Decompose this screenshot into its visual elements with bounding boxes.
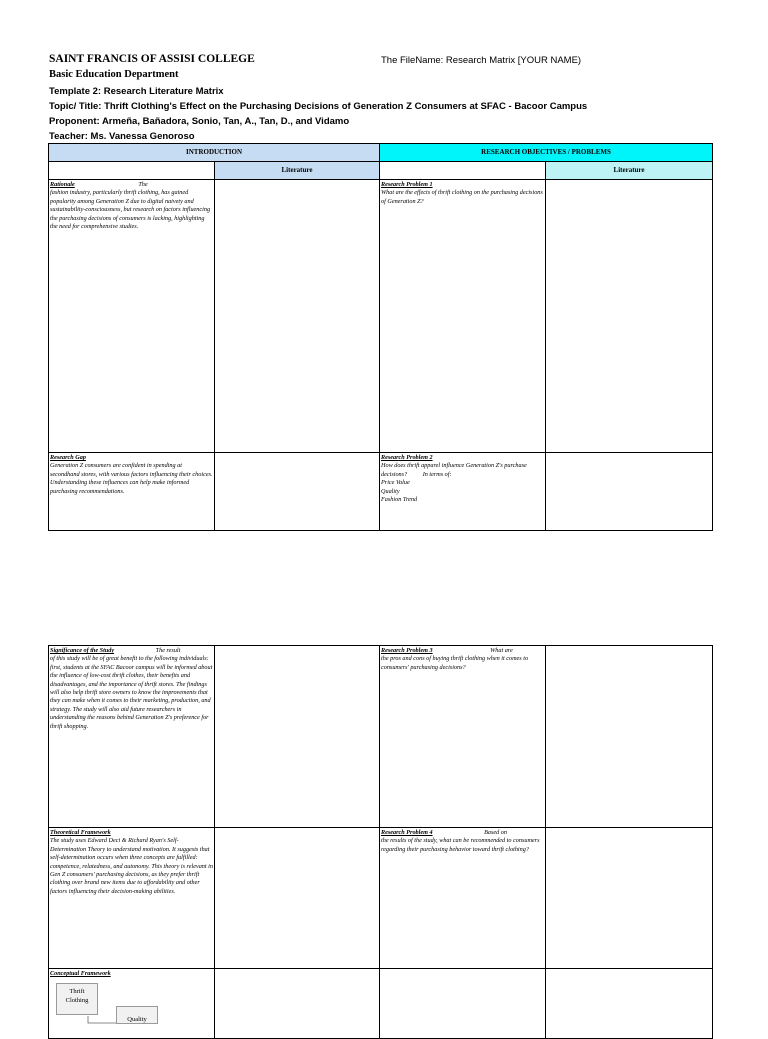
research-gap-title: Research Gap	[50, 454, 86, 461]
research-problem-1-text: What are the effects of thrift clothing on the purchasing decisions of Generation Z?	[381, 189, 543, 205]
research-gap-cell	[49, 453, 215, 531]
introduction-header: INTRODUCTION	[49, 144, 380, 162]
department-name: Basic Education Department	[49, 69, 179, 80]
research-problem-3-cell	[380, 646, 546, 828]
conceptual-framework-title: Conceptual Framework	[50, 970, 111, 977]
research-problem-1-cell	[380, 180, 546, 453]
rationale-text: fashion industry, particularly thrift clothing, has gained popularity among Generation Z due to digital naivety and sustainability-consciousness, but research on factors influencing the purchasing decisions of consumers is lacking, highlighting the need for comprehensive studies.	[50, 189, 211, 231]
research-problem-3-title: Research Problem 3	[381, 647, 433, 654]
literature-cell	[215, 453, 380, 531]
theoretical-framework-text: The study uses Edward Deci & Richard Ryan's Self-Determination Theory to understand motivation. It suggests that self-determination occurs when three concepts are fulfilled: competence, relatedness, and autonomy. This theory is relevant in Gen Z consumers' purchasing decisions, as they prefer thrift clothing over brand new items due to affordability and other factors influencing their decision-making abilities.	[50, 837, 213, 895]
rationale-lead: The	[138, 181, 148, 188]
rp2-item-price-value: Price Value	[381, 479, 410, 487]
significance-text: of this study will be of great benefit to the following individuals: first, students at the SFAC Bacoor campus will be informed about the influence of low-cost thrift clothes, their benefits and disadvantages, and the importance of thrift stores. The findings will also help thrift store owners to know the improvements that they can make when it comes to their marketing, production, and strategy. The study will also aid future researchers in understanding the reasons behind Generation Z's preference for thrift shopping.	[50, 655, 213, 730]
template-title: Template 2: Research Literature Matrix	[49, 86, 224, 97]
significance-cell	[49, 646, 215, 828]
proponents: Proponent: Armeña, Bañadora, Sonio, Tan, A., Tan, D., and Vidamo	[49, 116, 350, 127]
college-name: SAINT FRANCIS OF ASSISI COLLEGE	[49, 53, 255, 65]
teacher: Teacher: Ms. Vanessa Genoroso	[49, 131, 195, 142]
research-problem-4-cell	[380, 828, 546, 969]
research-problem-2-cell	[380, 453, 546, 531]
literature-cell	[546, 646, 713, 828]
research-matrix-table-page2	[48, 645, 713, 1039]
research-problem-3-lead: What are	[490, 647, 513, 654]
literature-header-right: Literature	[546, 162, 713, 180]
concept-box-thrift-clothing	[56, 983, 98, 1015]
concept-box-quality-label: Quality	[127, 1016, 147, 1023]
rationale-cell	[49, 180, 215, 453]
literature-cell	[546, 180, 713, 453]
blank-header-cell	[49, 162, 215, 180]
rp2-item-quality: Quality	[381, 487, 400, 495]
research-problem-4-text: the results of the study, what can be recommended to consumers regarding their purchasing behavior toward thrift clothing?	[381, 837, 540, 853]
literature-cell	[215, 828, 380, 969]
concept-box-quality	[116, 1006, 158, 1024]
rp2-item-fashion-trend: Fashion Trend	[381, 496, 418, 504]
literature-cell	[215, 969, 380, 1039]
research-problem-4-title: Research Problem 4	[381, 829, 433, 836]
blank-header-cell	[380, 162, 546, 180]
research-problem-2-title: Research Problem 2	[381, 454, 433, 461]
research-problem-2-text: How does thrift apparel influence Generation Z's purchase decisions?	[381, 462, 527, 478]
concept-box-thrift-clothing-line1: Thrift	[69, 988, 85, 995]
theoretical-framework-title: Theoretical Framework	[50, 829, 111, 836]
empty-cell	[380, 969, 546, 1039]
significance-title: Significance of the Study	[50, 647, 115, 654]
theoretical-framework-cell	[49, 828, 215, 969]
research-objectives-header: RESEARCH OBJECTIVES / PROBLEMS	[380, 144, 713, 162]
research-problem-3-text: the pros and cons of buying thrift clothing when it comes to consumers' purchasing decisions?	[381, 655, 529, 671]
filename-note: The FileName: Research Matrix [YOUR NAME)	[381, 55, 582, 66]
topic-title: Topic/ Title: Thrift Clothing's Effect on the Purchasing Decisions of Generation Z Consumers at SFAC - Bacoor Campus	[49, 101, 588, 112]
research-problem-2-terms: In terms of:	[422, 470, 452, 478]
literature-cell	[546, 453, 713, 531]
literature-cell	[546, 828, 713, 969]
research-matrix-table-page1	[48, 143, 713, 531]
literature-cell	[215, 646, 380, 828]
literature-cell	[215, 180, 380, 453]
literature-header-left: Literature	[215, 162, 380, 180]
significance-lead: The result	[155, 647, 181, 654]
literature-cell	[546, 969, 713, 1039]
rationale-title: Rationale	[50, 181, 75, 188]
research-problem-1-title: Research Problem 1	[381, 181, 433, 188]
research-gap-text: Generation Z consumers are confident in spending at secondhand stores, with various factors influencing their choices. Understanding these influences can help make informed purchasing recommendations.	[50, 462, 213, 495]
concept-box-thrift-clothing-line2: Clothing	[65, 997, 89, 1004]
research-problem-4-lead: Based on	[484, 829, 507, 836]
